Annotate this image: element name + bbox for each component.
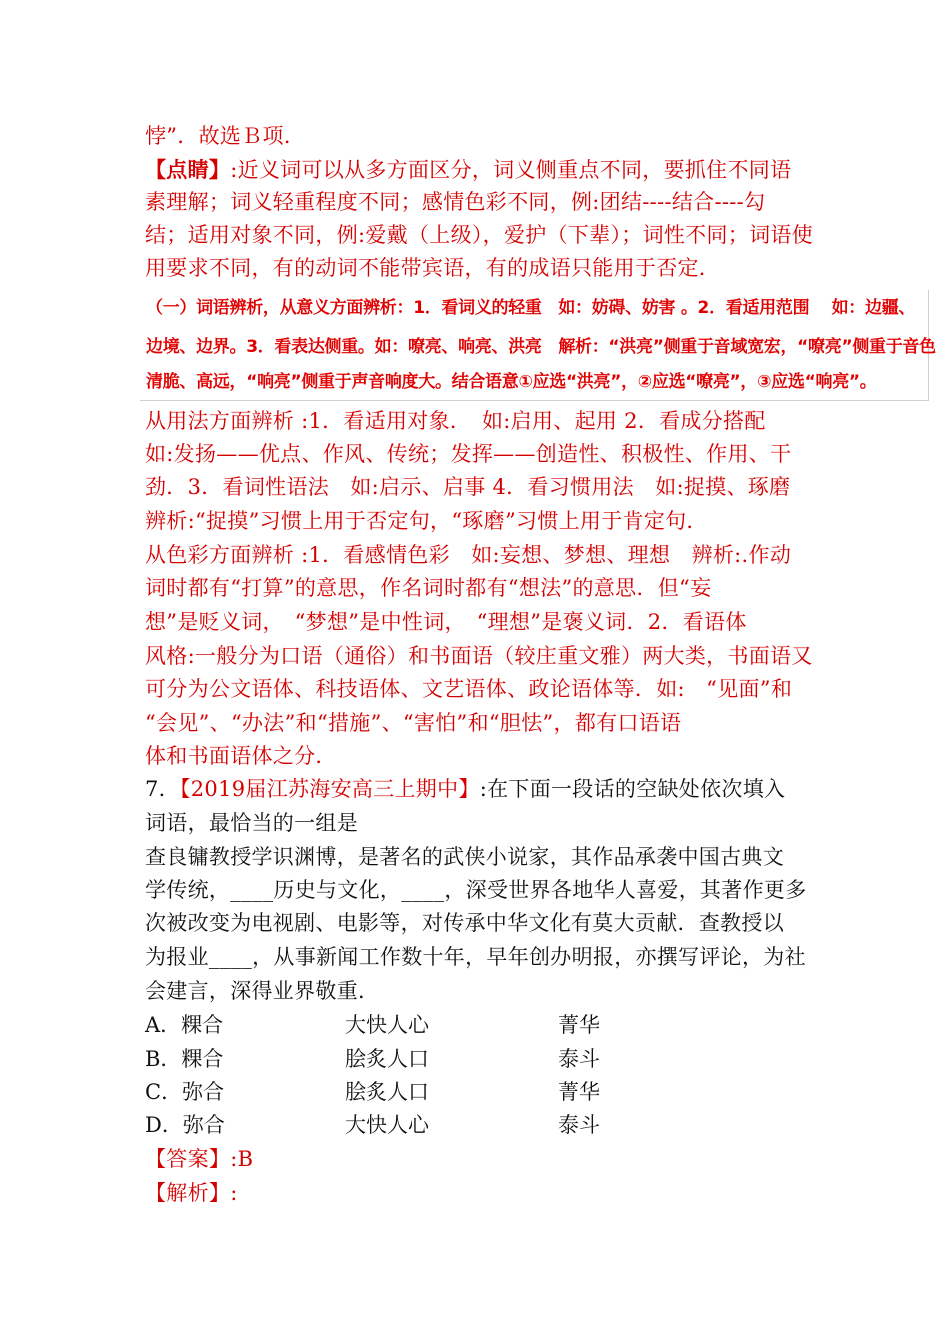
- option-c-label: C．弥合: [145, 1080, 225, 1104]
- answer-tag: 【答案】: [145, 1147, 231, 1171]
- boxed-line-2: 边境、边界。3．看表达侧重。如：嘹亮、响亮、洪亮 解析：“洪亮”侧重于音域宽宏，“嘹亮”侧重于音色: [146, 337, 936, 357]
- usage-line-5: 从色彩方面辨析 :1．看感情色彩 如:妄想、梦想、理想 辨析:.作动: [145, 543, 792, 567]
- boxed-line-3: 清脆、高远，“响亮”侧重于声音响度大。结合语意①应选“洪亮”，②应选“嘹亮”，③应选“响亮”。: [146, 372, 877, 392]
- usage-line-7: 想”是贬义词， “梦想”是中性词， “理想”是褒义词．2．看语体: [145, 610, 747, 634]
- note-tag: 【点睛】: [145, 157, 231, 182]
- option-a-word2: 大快人心: [345, 1013, 429, 1037]
- option-d-word2: 大快人心: [345, 1113, 429, 1137]
- usage-line-8: 风格:一般分为口语（通俗）和书面语（较庄重文雅）两大类，书面语又: [145, 644, 813, 668]
- question-stem-4: 次被改变为电视剧、电影等，对传承中华文化有莫大贡献．查教授以: [145, 911, 784, 935]
- option-d-word3: 泰斗: [558, 1113, 600, 1137]
- question-source: 【2019届江苏海安高三上期中】: [179, 777, 480, 801]
- option-a-label: A．粿合: [145, 1013, 224, 1037]
- question-header: 7．【2019届江苏海安高三上期中】:在下面一段话的空缺处依次填入: [145, 777, 786, 801]
- option-b-word3: 泰斗: [558, 1047, 600, 1071]
- option-b-label: B．粿合: [145, 1047, 224, 1071]
- usage-line-11: 体和书面语体之分．: [145, 744, 337, 768]
- note-line-4: 用要求不同，有的动词不能带宾语，有的成语只能用于否定．: [145, 256, 721, 280]
- question-stem-6: 会建言，深得业界敬重．: [145, 979, 380, 1003]
- option-c-word2: 脍炙人口: [345, 1080, 429, 1104]
- answer-value: :B: [230, 1147, 254, 1171]
- usage-line-2: 如:发扬——优点、作风、传统；发挥——创造性、积极性、作用、干: [145, 442, 792, 466]
- usage-line-9: 可分为公文语体、科技语体、文艺语体、政论语体等．如: “见面”和: [145, 677, 793, 701]
- usage-line-4: 辨析:“捉摸”习惯上用于否定句，“琢磨”习惯上用于肯定句．: [145, 509, 708, 533]
- prev-answer-tail: 悖”．故选Ｂ项．: [145, 124, 306, 148]
- analysis-line: [145, 1177, 238, 1210]
- note-line-1: 【点睛】:近义词可以从多方面区分，词义侧重点不同，要抓住不同语: [145, 157, 792, 182]
- question-stem-1: 词语，最恰当的一组是: [145, 811, 358, 835]
- option-c-word3: 菁华: [558, 1080, 600, 1104]
- option-d-label: D．弥合: [145, 1113, 225, 1137]
- question-number: 7．: [145, 777, 180, 801]
- option-b-word2: 脍炙人口: [345, 1047, 429, 1071]
- analysis-tag: 【解析】: [145, 1181, 231, 1205]
- question-stem-5: 为报业____，从事新闻工作数十年，早年创办明报，亦撰写评论，为社: [145, 945, 806, 969]
- analysis-value: :: [230, 1181, 238, 1205]
- answer-line: [145, 1143, 253, 1176]
- usage-line-1: 从用法方面辨析 :1．看适用对象． 如:启用、起用 2．看成分搭配: [145, 409, 766, 433]
- question-stem-2: 查良镛教授学识渊博，是著名的武侠小说家，其作品承袭中国古典文: [145, 845, 784, 869]
- note-line-2: 素理解；词义轻重程度不同；感情色彩不同，例:团结----结合----勾: [145, 190, 766, 214]
- usage-line-3: 劲．3．看词性语法 如:启示、启事 4．看习惯用法 如:捉摸、琢磨: [145, 475, 791, 499]
- usage-line-10: “会见”、“办法”和“措施”、“害怕”和“胆怯”，都有口语语: [145, 711, 682, 735]
- note-line-3: 结；适用对象不同，例:爱戴（上级），爱护（下辈）；词性不同；词语使: [145, 223, 813, 247]
- option-a-word3: 菁华: [558, 1013, 600, 1037]
- question-stem-3: 学传统，____历史与文化，____，深受世界各地华人喜爱，其著作更多: [145, 878, 807, 902]
- boxed-line-1: （一）词语辨析，从意义方面辨析：1．看词义的轻重 如：妨碍、妨害 。2．看适用范围 如：边疆、: [146, 298, 916, 318]
- usage-line-6: 词时都有“打算”的意思，作名词时都有“想法”的意思．但“妄: [145, 576, 712, 600]
